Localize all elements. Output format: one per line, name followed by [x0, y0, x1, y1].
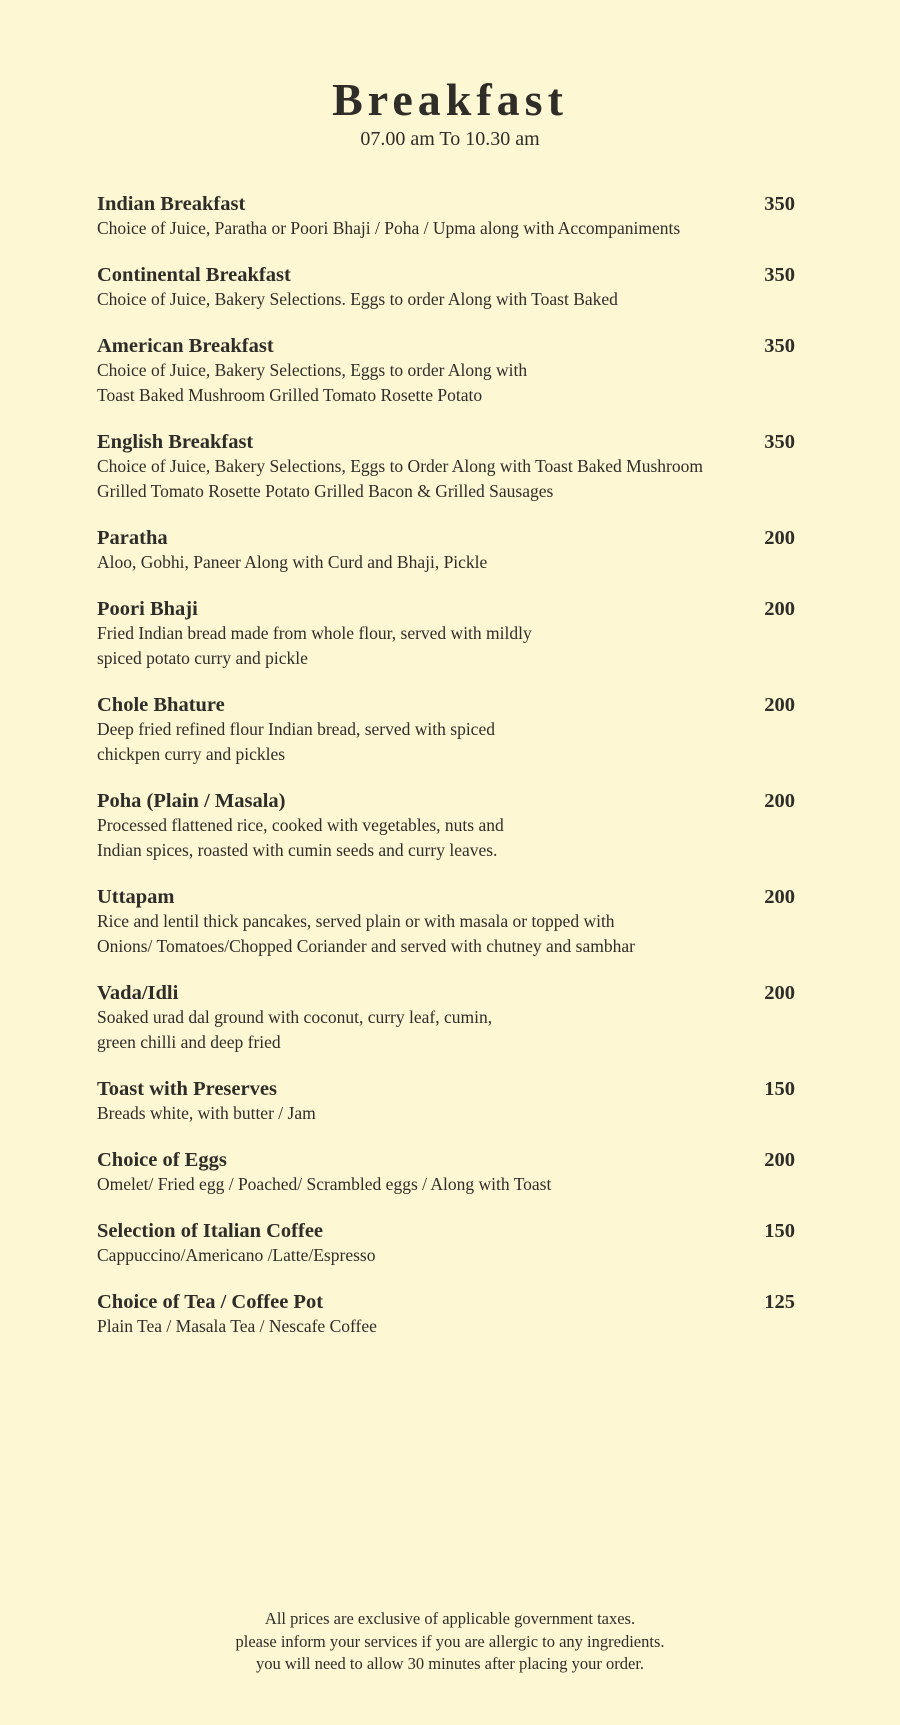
menu-item-price: 200 — [764, 598, 795, 620]
footer-note-line: you will need to allow 30 minutes after placing your order. — [255, 1654, 645, 1673]
menu-item-description: Soaked urad dal ground with coconut, curry leaf, cumin, — [97, 1007, 493, 1027]
menu-item-name: Choice of Eggs — [97, 1149, 227, 1171]
menu-item-header — [97, 693, 795, 717]
menu-item-price: 125 — [764, 1291, 795, 1313]
menu-item-description: Fried Indian bread made from whole flour, served with mildly — [97, 623, 532, 643]
menu-item-price: 200 — [764, 886, 795, 908]
menu-header — [0, 74, 900, 152]
menu-item — [97, 693, 795, 767]
menu-item-header — [97, 263, 795, 287]
menu-item-header — [97, 1219, 795, 1243]
menu-item — [97, 1290, 795, 1339]
menu-item-header — [97, 192, 795, 216]
footer-note-line: All prices are exclusive of applicable government taxes. — [264, 1609, 636, 1628]
menu-item-header — [97, 981, 795, 1005]
menu-item-name: Toast with Preserves — [97, 1078, 277, 1100]
menu-item-name: Continental Breakfast — [97, 264, 291, 286]
menu-item-name: Vada/Idli — [97, 982, 179, 1004]
page-title: Breakfast — [332, 74, 568, 125]
menu-item — [97, 789, 795, 863]
menu-item — [97, 885, 795, 959]
menu-item-description: Choice of Juice, Bakery Selections. Eggs to order Along with Toast Baked — [97, 289, 618, 309]
menu-item — [97, 430, 795, 504]
menu-item-description: spiced potato curry and pickle — [97, 648, 308, 668]
menu-item-description: Choice of Juice, Paratha or Poori Bhaji / Poha / Upma along with Accompaniments — [97, 218, 681, 238]
menu-item-name: Paratha — [97, 527, 168, 549]
menu-item-description: Deep fried refined flour Indian bread, served with spiced — [97, 719, 495, 739]
menu-item-price: 200 — [764, 1149, 795, 1171]
menu-item-price: 150 — [764, 1078, 795, 1100]
menu-item-header — [97, 1148, 795, 1172]
menu-item-price: 200 — [764, 790, 795, 812]
menu-item-name: Uttapam — [97, 886, 175, 908]
menu-item-description: Rice and lentil thick pancakes, served plain or with masala or topped with — [97, 911, 615, 931]
menu-item-description: Onions/ Tomatoes/Chopped Coriander and served with chutney and sambhar — [97, 936, 635, 956]
menu-item-header — [97, 1077, 795, 1101]
menu-item-price: 350 — [764, 193, 795, 215]
menu-item-price: 200 — [764, 694, 795, 716]
menu-item-description: Indian spices, roasted with cumin seeds and curry leaves. — [97, 840, 498, 860]
menu-item-description: Choice of Juice, Bakery Selections, Eggs to order Along with — [97, 360, 528, 380]
menu-item-name: Selection of Italian Coffee — [97, 1220, 324, 1242]
menu-item-header — [97, 789, 795, 813]
menu-list — [97, 192, 795, 1361]
menu-item-header — [97, 885, 795, 909]
menu-item-description: Breads white, with butter / Jam — [97, 1103, 316, 1123]
menu-item-name: Poori Bhaji — [97, 598, 198, 620]
menu-item — [97, 1219, 795, 1268]
menu-item-name: American Breakfast — [97, 335, 274, 357]
menu-item-description: Choice of Juice, Bakery Selections, Eggs to Order Along with Toast Baked Mushroom — [97, 456, 703, 476]
menu-item-description: Plain Tea / Masala Tea / Nescafe Coffee — [97, 1316, 377, 1336]
menu-item-price: 200 — [764, 982, 795, 1004]
menu-item-description: Toast Baked Mushroom Grilled Tomato Rosette Potato — [97, 385, 483, 405]
menu-item — [97, 1148, 795, 1197]
footer-note-line: please inform your services if you are allergic to any ingredients. — [235, 1631, 665, 1651]
menu-item-price: 350 — [764, 335, 795, 357]
menu-item-description: chickpen curry and pickles — [97, 744, 286, 764]
menu-item — [97, 597, 795, 671]
menu-item-name: Choice of Tea / Coffee Pot — [97, 1291, 324, 1313]
service-hours: 07.00 am To 10.30 am — [360, 128, 540, 150]
menu-item-name: English Breakfast — [97, 431, 254, 453]
menu-item-price: 200 — [764, 527, 795, 549]
menu-item-header — [97, 526, 795, 550]
menu-item — [97, 981, 795, 1055]
menu-item — [97, 334, 795, 408]
menu-item-price: 350 — [764, 264, 795, 286]
menu-item-description: Aloo, Gobhi, Paneer Along with Curd and Bhaji, Pickle — [97, 552, 488, 572]
menu-item-description: Cappuccino/Americano /Latte/Espresso — [97, 1245, 376, 1265]
menu-item-header — [97, 430, 795, 454]
menu-item-header — [97, 597, 795, 621]
menu-item-header — [97, 1290, 795, 1314]
menu-item-name: Chole Bhature — [97, 694, 225, 716]
footer-notes — [0, 1608, 900, 1676]
menu-item-name: Poha (Plain / Masala) — [97, 790, 286, 812]
menu-item — [97, 192, 795, 241]
menu-item — [97, 263, 795, 312]
menu-item — [97, 526, 795, 575]
menu-item — [97, 1077, 795, 1126]
menu-item-name: Indian Breakfast — [97, 193, 246, 215]
menu-item-description: Grilled Tomato Rosette Potato Grilled Bacon & Grilled Sausages — [97, 481, 554, 501]
menu-item-header — [97, 334, 795, 358]
menu-item-description: green chilli and deep fried — [97, 1032, 281, 1052]
menu-item-description: Processed flattened rice, cooked with vegetables, nuts and — [97, 815, 504, 835]
menu-item-price: 350 — [764, 431, 795, 453]
menu-item-price: 150 — [764, 1220, 795, 1242]
menu-item-description: Omelet/ Fried egg / Poached/ Scrambled eggs / Along with Toast — [97, 1174, 552, 1194]
